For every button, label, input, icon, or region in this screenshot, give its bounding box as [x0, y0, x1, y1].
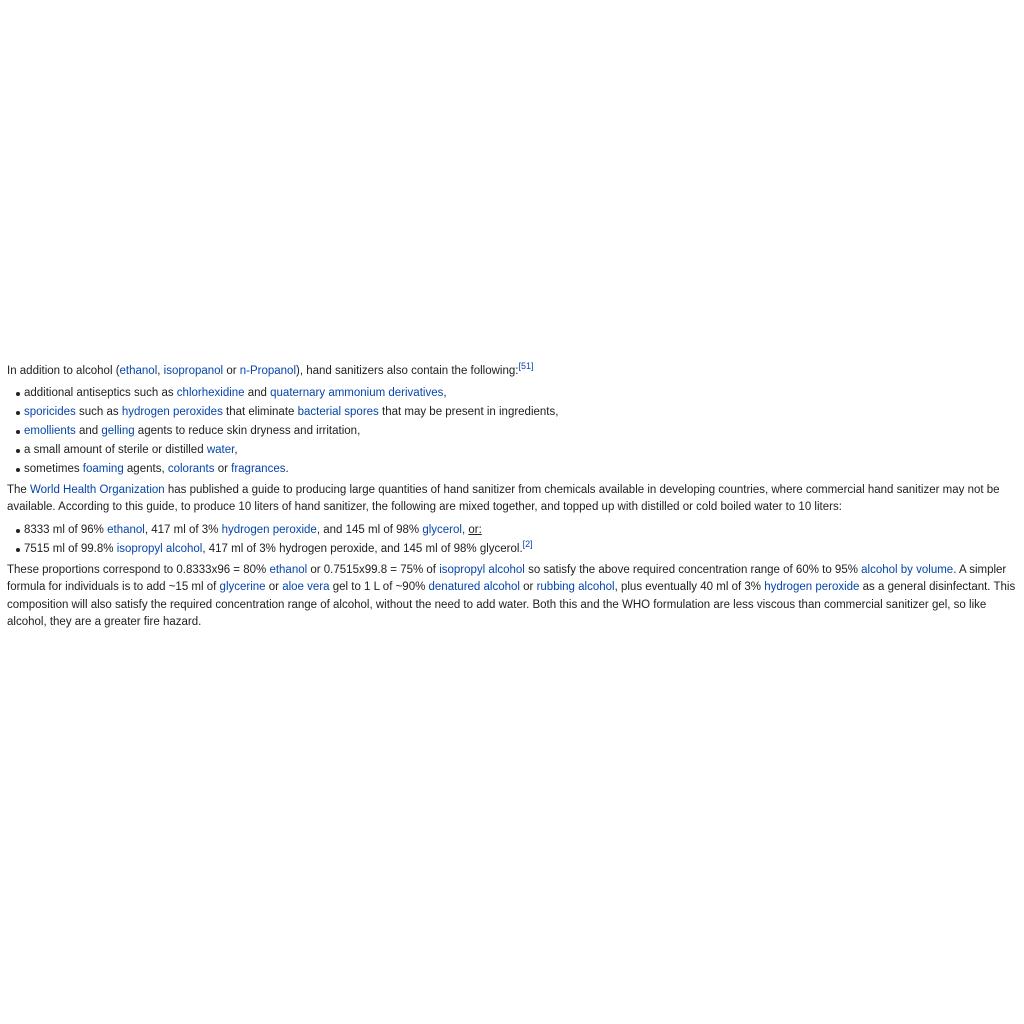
- link-gelling[interactable]: gelling: [101, 424, 135, 437]
- link-denatured-alcohol[interactable]: denatured alcohol: [428, 581, 520, 593]
- list-item-text: sometimes: [24, 462, 83, 475]
- link-isopropanol[interactable]: isopropanol: [163, 365, 224, 377]
- link-fragrances[interactable]: fragrances: [231, 462, 286, 475]
- who-formula-list: [7, 521, 1019, 559]
- link-alcohol-by-volume[interactable]: alcohol by volume: [861, 563, 954, 576]
- proportions-text: , plus eventually 40 ml of 3%: [614, 581, 765, 593]
- link-glycerine[interactable]: glycerine: [219, 581, 266, 593]
- link-chlorhexidine[interactable]: chlorhexidine: [176, 386, 245, 399]
- list-item-text: and: [244, 386, 271, 399]
- link-quaternary-ammonium[interactable]: quaternary ammonium derivatives: [270, 386, 444, 399]
- proportions-text: so satisfy the above required concentration range of 60% to 95%: [524, 563, 862, 576]
- formula-text: , and 145 ml of 98%: [316, 523, 423, 536]
- proportions-text: or: [519, 581, 537, 593]
- ingredient-list: [7, 384, 1019, 479]
- list-item-text: agents,: [123, 462, 168, 475]
- intro-text: In addition to alcohol (: [7, 365, 120, 377]
- list-item-text: or: [214, 462, 232, 475]
- link-water[interactable]: water: [206, 443, 235, 456]
- link-world-health-organization[interactable]: World Health Organization: [30, 483, 165, 496]
- link-isopropyl-alcohol[interactable]: isopropyl alcohol: [439, 563, 525, 576]
- who-text: has published a guide to producing large quantities of hand sanitizer from chemicals available in developing countries, where commercial hand sanitizer may not be available. According to this guide, to produce 10 liters of hand sanitizer, the following are mixed together, and topped up with distilled or cold boiled water to 10 liters:: [7, 483, 1000, 513]
- who-text: The: [7, 483, 31, 496]
- list-item-text: that eliminate: [222, 405, 298, 418]
- intro-separator: ,: [157, 365, 164, 377]
- link-n-propanol[interactable]: n-Propanol: [239, 365, 297, 377]
- proportions-text: gel to 1 L of ~90%: [329, 581, 429, 593]
- list-item-text: such as: [75, 405, 122, 418]
- link-ethanol[interactable]: ethanol: [107, 523, 145, 536]
- link-ethanol[interactable]: ethanol: [269, 563, 308, 576]
- list-item-text: agents to reduce skin dryness and irritation,: [134, 424, 361, 437]
- link-emollients[interactable]: emollients: [24, 424, 76, 437]
- formula-text: , 417 ml of 3% hydrogen peroxide, and 145 ml of 98% glycerol.: [202, 542, 523, 555]
- proportions-text: or: [265, 581, 283, 593]
- intro-paragraph: [7, 363, 1019, 381]
- list-item-text: ,: [234, 443, 238, 456]
- proportions-text: or 0.7515x99.8 = 75% of: [307, 563, 440, 576]
- intro-or-text: or: [223, 365, 240, 377]
- formula-text: , 417 ml of 3%: [144, 523, 222, 536]
- link-bacterial-spores[interactable]: bacterial spores: [297, 405, 379, 418]
- list-item-text: a small amount of sterile or distilled: [24, 443, 207, 456]
- or-link[interactable]: or:: [468, 523, 482, 536]
- list-item-text: ,: [443, 386, 447, 399]
- link-colorants[interactable]: colorants: [167, 462, 215, 475]
- formula-text: ,: [461, 523, 469, 536]
- proportions-text: . A simpler formula for individuals is to add ~15 ml of: [7, 563, 1007, 593]
- link-rubbing-alcohol[interactable]: rubbing alcohol: [536, 581, 615, 593]
- list-item-text: .: [285, 462, 289, 475]
- link-sporicides[interactable]: sporicides: [24, 405, 76, 418]
- intro-text-end: ), hand sanitizers also contain the following:: [296, 365, 519, 377]
- article-content: [7, 363, 1019, 632]
- link-ethanol[interactable]: ethanol: [119, 365, 158, 377]
- proportions-text: as a general disinfectant. This composition will also satisfy the required concentration range of alcohol, without the need to add water. Both this and the WHO formulation are less viscous than commercial sanitizer gel, so like alcohol, they are a greater fire hazard.: [7, 581, 1016, 628]
- link-hydrogen-peroxide[interactable]: hydrogen peroxide: [764, 581, 860, 593]
- list-item-isopropyl-formula: [7, 540, 1019, 559]
- link-hydrogen-peroxides[interactable]: hydrogen peroxides: [121, 405, 223, 418]
- list-item-water: [7, 441, 1019, 460]
- list-item-emollients: [7, 422, 1019, 441]
- citation-2-link[interactable]: [2]: [522, 538, 533, 549]
- list-item-ethanol-formula: [7, 521, 1019, 540]
- list-item-text: additional antiseptics such as: [24, 386, 177, 399]
- link-hydrogen-peroxide[interactable]: hydrogen peroxide: [221, 523, 317, 536]
- list-item-sporicides: [7, 403, 1019, 422]
- citation-51-link[interactable]: [51]: [518, 361, 534, 371]
- list-item-antiseptics: [7, 384, 1019, 403]
- who-paragraph: [7, 482, 1019, 517]
- link-glycerol[interactable]: glycerol: [422, 523, 462, 536]
- formula-text: 7515 ml of 99.8%: [24, 542, 117, 555]
- link-aloe-vera[interactable]: aloe vera: [282, 581, 330, 593]
- list-item-additives: [7, 460, 1019, 479]
- link-isopropyl-alcohol[interactable]: isopropyl alcohol: [116, 542, 203, 555]
- list-item-text: that may be present in ingredients,: [378, 405, 559, 418]
- list-item-text: and: [75, 424, 102, 437]
- link-foaming[interactable]: foaming: [82, 462, 124, 475]
- formula-text: 8333 ml of 96%: [24, 523, 108, 536]
- proportions-paragraph: [7, 562, 1019, 632]
- proportions-text: These proportions correspond to 0.8333x96 = 80%: [7, 563, 270, 576]
